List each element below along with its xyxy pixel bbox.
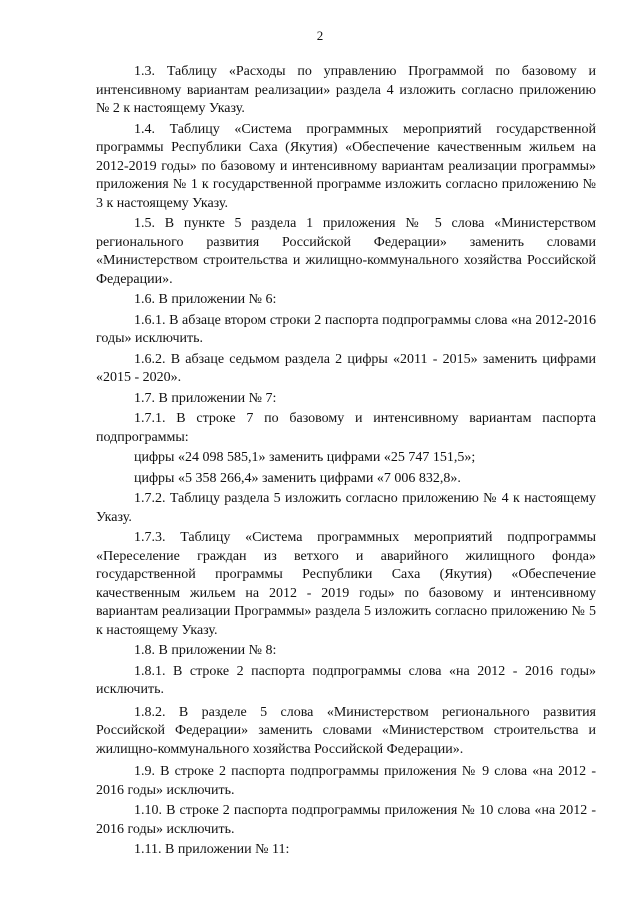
paragraph-1-7-2: 1.7.2. Таблицу раздела 5 изложить согласно приложению № 4 к настоящему Указу.	[96, 491, 596, 525]
paragraph-1-11: 1.11. В приложении № 11:	[134, 842, 290, 857]
page-number: 2	[316, 28, 324, 43]
paragraph-1-4: 1.4. Таблицу «Система программных мероприятий государственной программы Республики Саха (Якутия) «Обеспечение качественным жильем на 2012-2019 годы» по базовому и интенсивному вариантам реализации программы» приложения № 1 к государственной программе изложить согласно приложению № 3 к настоящему Указу.	[96, 121, 596, 211]
paragraph-1-5: 1.5. В пункте 5 раздела 1 приложения № 5 слова «Министерством регионального развития Российской Федерации» заменить словами «Министерством строительства и жилищно-коммунального хозяйства Российской Федерации».	[96, 216, 596, 287]
paragraph-1-7-3: 1.7.3. Таблицу «Система программных мероприятий подпрограммы «Переселение граждан из ветхого и аварийного жилищного фонда» государственной программы Республики Саха (Якутия) «Обеспечение качественным жильем на 2012 - 2019 годы» по базовому и интенсивному вариантам реализации Программы» раздела 5 изложить согласно приложению № 5 к настоящему Указу.	[96, 530, 596, 638]
paragraph-1-8: 1.8. В приложении № 8:	[134, 643, 277, 658]
paragraph-1-3: 1.3. Таблицу «Расходы по управлению Программой по базовому и интенсивному вариантам реализации» раздела 4 изложить согласно приложению № 2 к настоящему Указу.	[96, 64, 596, 116]
paragraph-1-9: 1.9. В строке 2 паспорта подпрограммы приложения № 9 слова «на 2012 - 2016 годы» исключить.	[96, 764, 596, 798]
paragraph-1-6-2: 1.6.2. В абзаце седьмом раздела 2 цифры «2011 - 2015» заменить цифрами «2015 - 2020».	[96, 351, 596, 385]
document-body	[96, 63, 596, 862]
paragraph-1-7-1: 1.7.1. В строке 7 по базовому и интенсивному вариантам паспорта подпрограммы:	[96, 411, 596, 445]
paragraph-1-6-1: 1.6.1. В абзаце втором строки 2 паспорта подпрограммы слова «на 2012-2016 годы» исключить.	[96, 312, 596, 346]
paragraph-1-7-1-line-b: цифры «5 358 266,4» заменить цифрами «7 006 832,8».	[134, 470, 461, 486]
paragraph-1-8-1: 1.8.1. В строке 2 паспорта подпрограммы слова «на 2012 - 2016 годы» исключить.	[96, 663, 596, 697]
paragraph-1-8-2: 1.8.2. В разделе 5 слова «Министерством регионального развития Российской Федерации» заменить словами «Министерством строительства и жилищно-коммунального хозяйства Российской Федерации».	[96, 704, 596, 757]
paragraph-1-7: 1.7. В приложении № 7:	[134, 390, 277, 406]
paragraph-1-7-1-line-a: цифры «24 098 585,1» заменить цифрами «25 747 151,5»;	[134, 450, 476, 465]
paragraph-1-10: 1.10. В строке 2 паспорта подпрограммы приложения № 10 слова «на 2012 - 2016 годы» исключить.	[96, 803, 596, 837]
paragraph-1-6: 1.6. В приложении № 6:	[134, 292, 277, 307]
